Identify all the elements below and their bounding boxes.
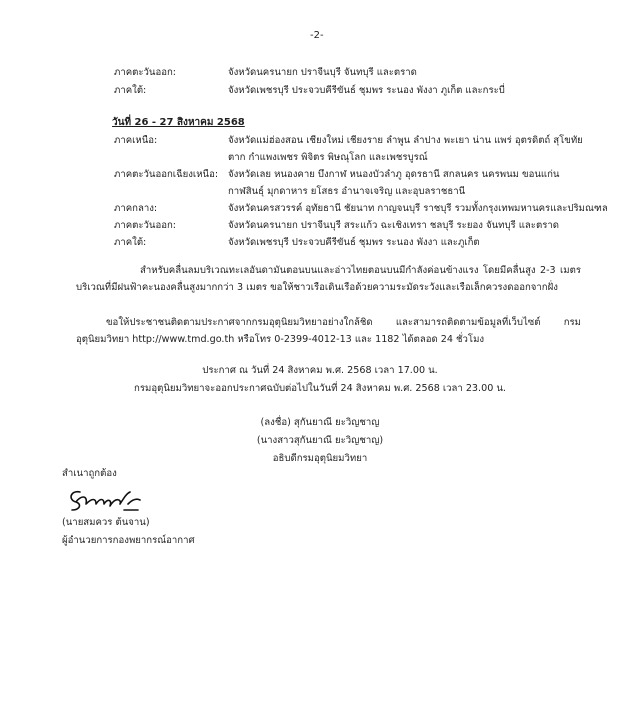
- region-label-central: ภาคกลาง:: [114, 203, 158, 214]
- region-label-east-2: ภาคตะวันออก:: [114, 220, 177, 231]
- date-heading: วันที่ 26 - 27 สิงหาคม 2568: [112, 117, 245, 128]
- region-label-northeast: ภาคตะวันออกเฉียงเหนือ:: [114, 169, 219, 180]
- region-provinces-northeast-line1: จังหวัดเลย หนองคาย บึงกาฬ หนองบัวลำภู อุดรธานี สกลนคร นครพนม ขอนแก่น: [228, 169, 560, 180]
- certified-copy-label: สำเนาถูกต้อง: [62, 468, 117, 479]
- announcement-time: ประกาศ ณ วันที่ 24 สิงหาคม พ.ศ. 2568 เวลา 17.00 น.: [202, 365, 438, 376]
- region-label-north: ภาคเหนือ:: [114, 135, 158, 146]
- handwritten-signature: [66, 484, 156, 514]
- region-provinces-northeast-line2: กาฬสินธุ์ มุกดาหาร ยโสธร อำนาจเจริญ และอุบลราชธานี: [228, 186, 466, 197]
- region-provinces-east-2: จังหวัดนครนายก ปราจีนบุรี สระแก้ว ฉะเชิงเทรา ชลบุรี ระยอง จันทบุรี และตราด: [228, 220, 559, 231]
- signatory-full-name: (นางสาวสุกันยาณี ยะวิญชาญ): [256, 435, 384, 446]
- signatory-position: อธิบดีกรมอุตุนิยมวิทยา: [272, 453, 368, 464]
- certifier-name: (นายสมควร ต้นจาน): [62, 517, 150, 528]
- region-label-south: ภาคใต้:: [114, 85, 147, 96]
- follow-updates-paragraph: ขอให้ประชาชนติดตามประกาศจากกรมอุตุนิยมวิทยาอย่างใกล้ชิด และสามารถติดตามข้อมูลที่เว็บไซต์ กรมอุตุนิยมวิทยา http://www.tmd.go.th หรือโทร 0-2399-4012-13 และ 1182 ได้ตลอด 24 ชั่วโมง: [76, 317, 581, 345]
- region-provinces-south-2: จังหวัดเพชรบุรี ประจวบคีรีขันธ์ ชุมพร ระนอง พังงา และภูเก็ต: [228, 237, 480, 248]
- signed-by: (ลงชื่อ) สุกันยาณี ยะวิญชาญ: [260, 417, 380, 428]
- region-provinces-central: จังหวัดนครสวรรค์ อุทัยธานี ชัยนาท กาญจนบุรี ราชบุรี รวมทั้งกรุงเทพมหานครและปริมณฑล: [228, 203, 608, 214]
- region-label-east: ภาคตะวันออก:: [114, 67, 177, 78]
- region-provinces-east: จังหวัดนครนายก ปราจีนบุรี จันทบุรี และตราด: [228, 67, 417, 78]
- wave-warning-paragraph: สำหรับคลื่นลมบริเวณทะเลอันดามันตอนบนและอ่าวไทยตอนบนมีกำลังค่อนข้างแรง โดยมีคลื่นสูง 2-3 เมตร บริเวณที่มีฝนฟ้าคะนองคลื่นสูงมากกว่า 3 เมตร ขอให้ชาวเรือเดินเรือด้วยความระมัดระวังและเรือเล็กควรงดออกจากฝั่ง: [76, 265, 581, 293]
- region-provinces-south: จังหวัดเพชรบุรี ประจวบคีรีขันธ์ ชุมพร ระนอง พังงา ภูเก็ต และกระบี่: [228, 85, 505, 96]
- region-provinces-north-line2: ตาก กำแพงเพชร พิจิตร พิษณุโลก และเพชรบูรณ์: [228, 152, 428, 163]
- region-label-south-2: ภาคใต้:: [114, 237, 147, 248]
- next-announcement-time: กรมอุตุนิยมวิทยาจะออกประกาศฉบับต่อไปในวันที่ 24 สิงหาคม พ.ศ. 2568 เวลา 23.00 น.: [134, 383, 506, 394]
- region-provinces-north-line1: จังหวัดแม่ฮ่องสอน เชียงใหม่ เชียงราย ลำพูน ลำปาง พะเยา น่าน แพร่ อุตรดิตถ์ สุโขทัย: [228, 135, 583, 146]
- certifier-position: ผู้อำนวยการกองพยากรณ์อากาศ: [62, 535, 195, 546]
- page-number: -2-: [310, 30, 324, 41]
